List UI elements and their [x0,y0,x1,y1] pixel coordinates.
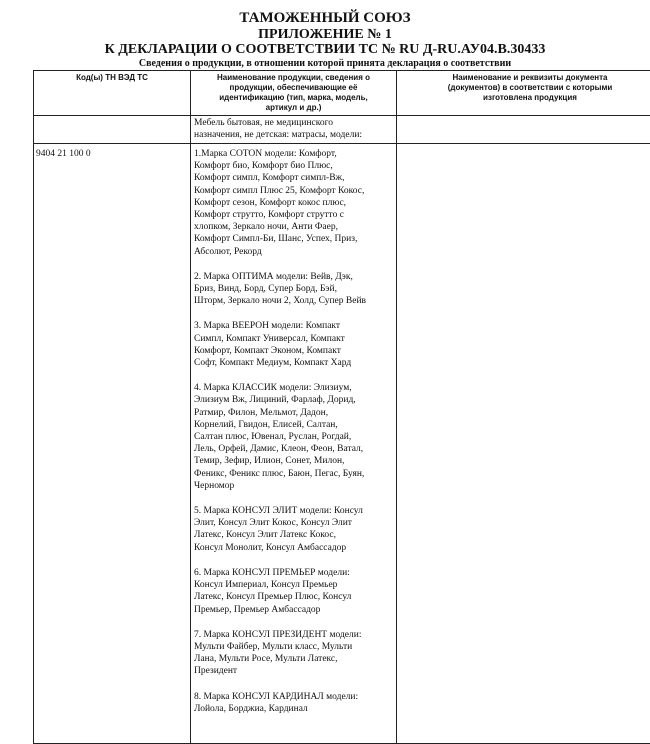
intro-line: назначения, не детская: матрасы, модели: [194,129,396,141]
group-gap [194,307,396,320]
model-line: Комфорт струтто, Комфорт струтто с [194,209,396,221]
model-line: Лойола, Борджиа, Кардинал [194,703,396,715]
model-line: Лель, Орфей, Дамис, Клеон, Феон, Ватал, [194,443,396,455]
model-line: Абсолют, Рекорд [194,246,396,258]
model-line: Комфорт Симпл-Би, Шанс, Успех, Приз, [194,233,396,245]
table-header-row [34,71,650,116]
appendix-title: ПРИЛОЖЕНИЕ № 1 [0,27,650,43]
brand-group [194,320,396,369]
model-line: Комфорт био, Комфорт био Плюс, [194,160,396,172]
model-line: Комфорт симпл, Комфорт симпл-Вж, [194,172,396,184]
model-groups [191,144,396,715]
model-line: 4. Марка КЛАССИК модели: Элизиум, [194,382,396,394]
column-header-code: Код(ы) ТН ВЭД ТС [34,71,191,116]
group-gap [194,554,396,567]
model-line: 3. Марка BEEPOH модели: Компакт [194,320,396,332]
group-gap [194,369,396,382]
model-line: Бриз, Винд, Борд, Супер Борд, Бэй, [194,283,396,295]
table-cell-models [191,144,397,744]
table-cell-intro [191,116,397,144]
tn-ved-code: 9404 21 100 0 [34,144,190,160]
model-line: Симпл, Компакт Универсал, Компакт [194,333,396,345]
brand-group [194,271,396,308]
model-line: Консул Монолит, Консул Амбассадор [194,542,396,554]
brand-group [194,382,396,492]
model-line: Комфорт симпл Плюс 25, Комфорт Кокос, [194,185,396,197]
table-row-intro [34,116,650,144]
brand-group [194,505,396,554]
model-line: хлопком, Зеркало ночи, Анти Фаер, [194,221,396,233]
model-line: Черномор [194,480,396,492]
model-line: Мульти Файбер, Мульти класс, Мульти [194,641,396,653]
products-table [33,70,650,744]
header-line: изготовлена продукция [400,93,650,103]
header-line: (документов) в соответствии с которыми [400,83,650,93]
model-line: Феникс, Феникс плюс, Баюн, Пегас, Буян, [194,468,396,480]
model-line: Элит, Консул Элит Кокос, Консул Элит [194,517,396,529]
model-line: Шторм, Зеркало ночи 2, Холд, Супер Вейв [194,295,396,307]
model-line: Премьер, Премьер Амбассадор [194,604,396,616]
declaration-number: К ДЕКЛАРАЦИИ О СООТВЕТСТВИИ ТС № RU Д-RU.АУ04.В.30433 [0,42,650,58]
group-gap [194,616,396,629]
group-gap [194,492,396,505]
document-subtitle: Сведения о продукции, в отношении которой принята декларация о соответствии [0,58,650,69]
table-cell-documents [397,144,650,744]
model-line: Элизиум Вж, Лициний, Фарлаф, Дорид, [194,394,396,406]
model-line: Салтан плюс, Ювенал, Руслан, Рогдай, [194,431,396,443]
model-line: 8. Марка КОНСУЛ КАРДИНАЛ модели: [194,691,396,703]
group-gap [194,258,396,271]
intro-line: Мебель бытовая, не медицинского [194,117,396,129]
table-cell [397,116,650,144]
header-line: Наименование продукции, сведения о [194,73,393,83]
model-line: Президент [194,665,396,677]
brand-group [194,691,396,715]
model-line: Корнелий, Гвидон, Елисей, Салтан, [194,419,396,431]
model-line: 7. Марка КОНСУЛ ПРЕЗИДЕНТ модели: [194,629,396,641]
model-line: 2. Марка ОПТИМА модели: Вейв, Дэк, [194,271,396,283]
model-line: 6. Марка КОНСУЛ ПРЕМЬЕР модели: [194,567,396,579]
header-line: продукции, обеспечивающие её [194,83,393,93]
model-line: Ратмир, Филон, Мельмот, Дадон, [194,407,396,419]
brand-group [194,567,396,616]
group-gap [194,678,396,691]
model-line: Латекс, Консул Премьер Плюс, Консул [194,591,396,603]
model-line: Софт, Компакт Медиум, Компакт Хард [194,357,396,369]
model-line: Лана, Мульти Росе, Мульти Латекс, [194,653,396,665]
brand-group [194,629,396,678]
document-title: ТАМОЖЕННЫЙ СОЮЗ [0,10,650,27]
model-line: Латекс, Консул Элит Латекс Кокос, [194,529,396,541]
model-line: Комфорт, Компакт Эконом, Компакт [194,345,396,357]
header-line: артикул и др.) [194,103,393,113]
model-line: Консул Империал, Консул Премьер [194,579,396,591]
header-line: идентификацию (тип, марка, модель, [194,93,393,103]
model-line: Комфорт сезон, Комфорт кокос плюс, [194,197,396,209]
model-line: 5. Марка КОНСУЛ ЭЛИТ модели: Консул [194,505,396,517]
brand-group [194,148,396,258]
model-line: Темир, Зефир, Илион, Сонет, Милон, [194,455,396,467]
table-cell [34,116,191,144]
table-cell-code [34,144,191,744]
model-line: 1.Марка COTON модели: Комфорт, [194,148,396,160]
column-header-product [191,71,397,116]
column-header-document [397,71,650,116]
header-line: Наименование и реквизиты документа [400,73,650,83]
table-row-main [34,144,650,744]
